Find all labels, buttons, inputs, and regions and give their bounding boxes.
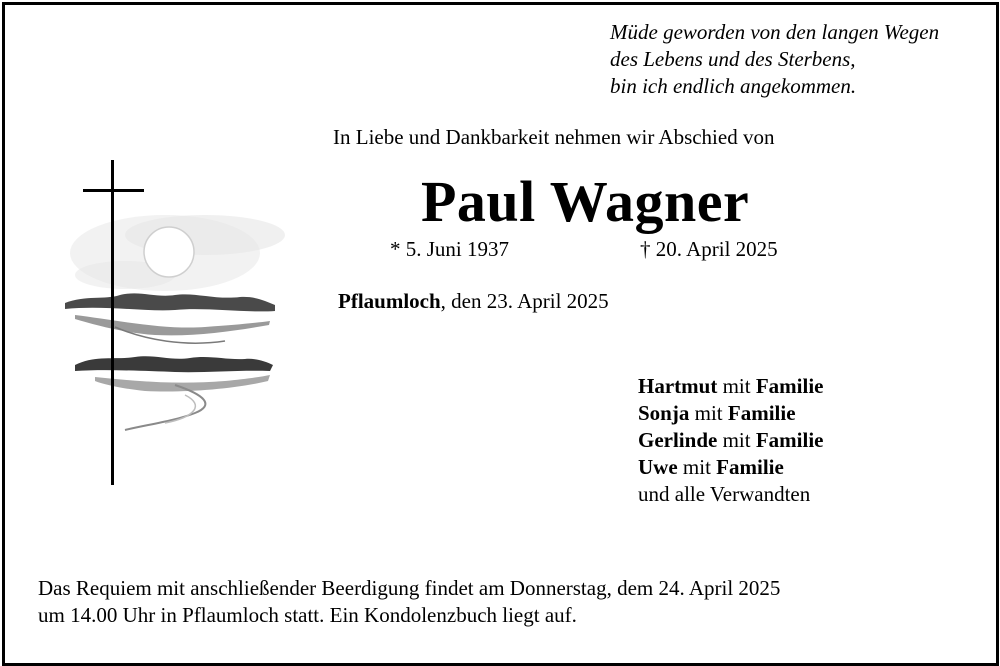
poem-line: des Lebens und des Sterbens, [610, 47, 856, 71]
mourner-family: Familie [755, 428, 824, 452]
hills-lower [75, 356, 273, 430]
mourner-family: Familie [755, 374, 824, 398]
place-name: Pflaumloch [338, 289, 441, 313]
mourner-connector: mit [717, 428, 756, 452]
poem-line: Müde geworden von den langen Wegen [610, 20, 940, 44]
mourners-closing: und alle Verwandten [638, 482, 811, 506]
mourner-name: Sonja [638, 401, 690, 425]
birth-date: * 5. Juni 1937 [390, 237, 510, 261]
mourner-family: Familie [716, 455, 784, 479]
mourner-row [638, 373, 824, 400]
mourner-family: Familie [727, 401, 796, 425]
notice-line: Das Requiem mit anschließender Beerdigung findet am Donnerstag, dem 24. April 2025 [38, 576, 781, 600]
mourner-connector: mit [717, 374, 756, 398]
memorial-illustration [55, 155, 300, 490]
mourner-row [638, 427, 824, 454]
mourner-name: Hartmut [638, 374, 718, 398]
sun-icon [144, 227, 194, 277]
mourner-row [638, 454, 824, 481]
mourner-name: Uwe [638, 455, 678, 479]
date-text: , den 23. April 2025 [440, 289, 609, 313]
mourners-list [638, 373, 824, 508]
place-and-date [338, 289, 609, 314]
mourner-connector: mit [677, 455, 717, 479]
farewell-intro: In Liebe und Dankbarkeit nehmen wir Abschied von [333, 125, 775, 149]
deceased-name: Paul Wagner [421, 169, 750, 234]
hills-upper [65, 293, 275, 343]
death-date: † 20. April 2025 [640, 237, 778, 261]
mourner-connector: mit [689, 401, 728, 425]
poem [610, 19, 939, 100]
funeral-notice [38, 575, 780, 629]
mourner-name: Gerlinde [638, 428, 718, 452]
notice-line: um 14.00 Uhr in Pflaumloch statt. Ein Kondolenzbuch liegt auf. [38, 603, 577, 627]
obituary-card [2, 2, 999, 666]
poem-line: bin ich endlich angekommen. [610, 74, 857, 98]
mourner-row [638, 400, 824, 427]
